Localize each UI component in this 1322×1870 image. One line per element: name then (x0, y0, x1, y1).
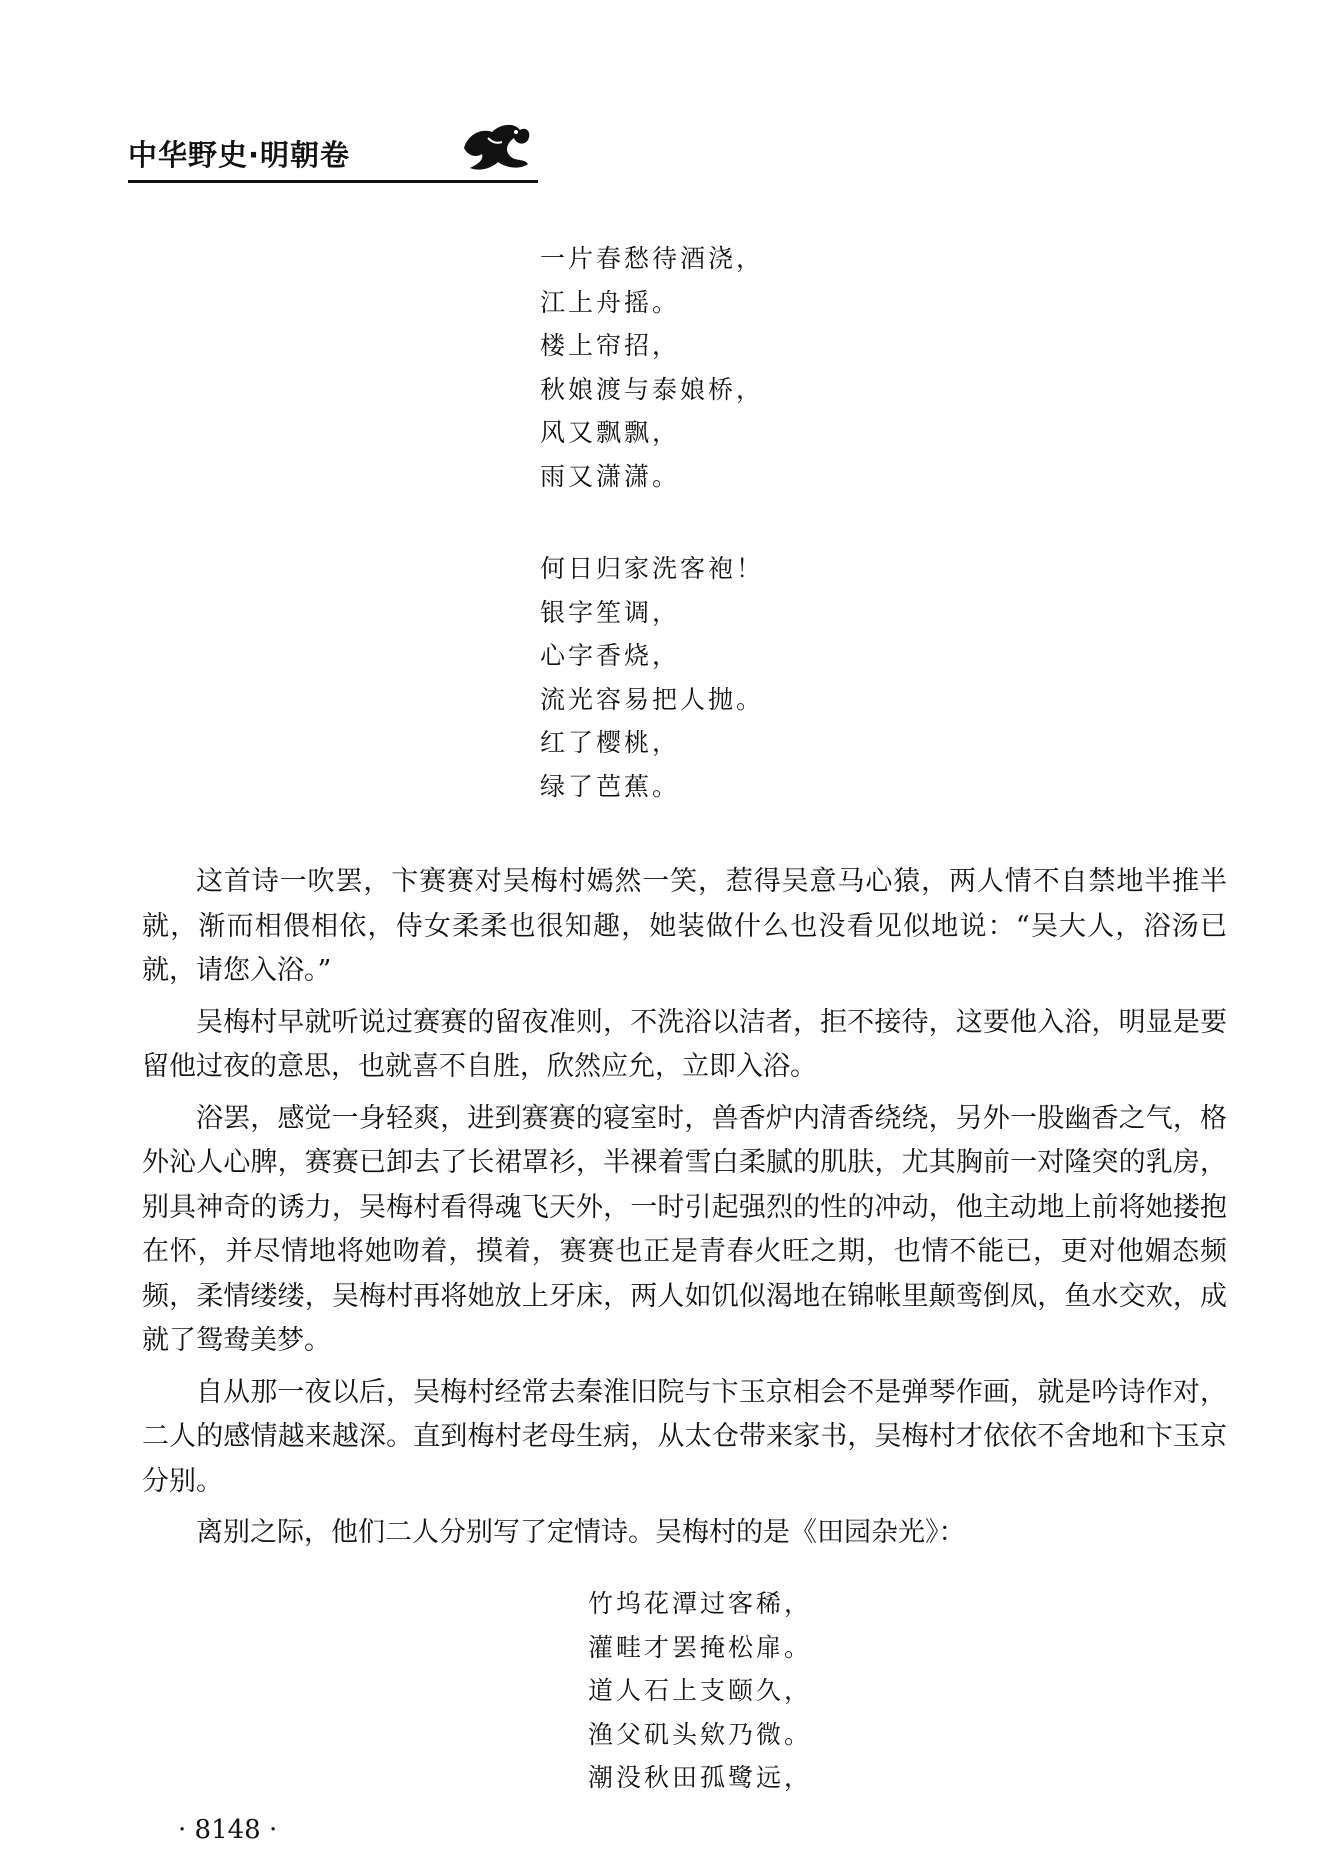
poem-stanza-1 (540, 237, 764, 499)
paragraph: 浴罢，感觉一身轻爽，进到赛赛的寝室时，兽香炉内清香绕绕，另外一股幽香之气，格外沁人心脾，赛赛已卸去了长裙罩衫，半裸着雪白柔腻的肌肤，尤其胸前一对隆突的乳房，别具神奇的诱力，吴梅村看得魂飞天外，一时引起强烈的性的冲动，他主动地上前将她搂抱在怀，并尽情地将她吻着，摸着，赛赛也正是青春火旺之期，也情不能已，更对他媚态频频，柔情缕缕，吴梅村再将她放上牙床，两人如饥似渴地在锦帐里颠鸾倒凤，鱼水交欢，成就了鸳鸯美梦。 (142, 1102, 1227, 1356)
poem-line: 江上舟摇。 (540, 287, 681, 317)
poem-line: 道人石上支颐久， (588, 1676, 813, 1706)
poem-tianyuan (588, 1582, 812, 1800)
poem-line: 风又飘飘， (540, 418, 681, 448)
body-text (142, 860, 1227, 1563)
poem-line: 绿了芭蕉。 (540, 771, 681, 801)
poem-line: 雨又潇潇。 (540, 461, 681, 491)
poem-line: 银字笙调， (540, 597, 681, 627)
poem-line: 竹坞花潭过客稀， (588, 1589, 813, 1618)
book-title: 中华野史·明朝卷 (128, 138, 351, 172)
running-header (128, 118, 538, 182)
poem-line: 潮没秋田孤鹭远， (588, 1763, 813, 1793)
paragraph: 自从那一夜以后，吴梅村经常去秦淮旧院与卞玉京相会不是弹琴作画，就是吟诗作对，二人的感情越来越深。直到梅村老母生病，从太仓带来家书，吴梅村才依依不舍地和卞玉京分别。 (142, 1376, 1227, 1497)
dragon-emblem-icon (458, 118, 534, 174)
poem-line: 秋娘渡与泰娘桥， (540, 374, 765, 404)
poem-line: 何日归家洗客袍！ (540, 554, 765, 583)
poem-line: 渔父矶头欸乃微。 (588, 1719, 813, 1749)
poem-line: 心字香烧， (540, 641, 681, 671)
paragraph: 离别之际，他们二人分别写了定情诗。吴梅村的是《田园杂光》： (196, 1517, 966, 1548)
poem-line: 流光容易把人抛。 (540, 684, 765, 714)
poem-line: 一片春愁待酒浇， (540, 244, 765, 273)
poem-stanza-2 (540, 547, 764, 809)
poem-line: 红了樱桃， (540, 728, 681, 758)
poem-line: 楼上帘招， (540, 331, 681, 361)
poem-line: 灌畦才罢掩松扉。 (588, 1632, 813, 1662)
header-rule (128, 180, 538, 183)
paragraph: 这首诗一吹罢，卞赛赛对吴梅村嫣然一笑，惹得吴意马心猿，两人情不自禁地半推半就，渐而相偎相依，侍女柔柔也很知趣，她装做什么也没看见似地说：“吴大人，浴汤已就，请您入浴。” (142, 866, 1227, 986)
page-number: · 8148 · (178, 1815, 278, 1845)
paragraph: 吴梅村早就听说过赛赛的留夜准则，不洗浴以洁者，拒不接待，这要他入浴，明显是要留他过夜的意思，也就喜不自胜，欣然应允，立即入浴。 (142, 1006, 1227, 1082)
